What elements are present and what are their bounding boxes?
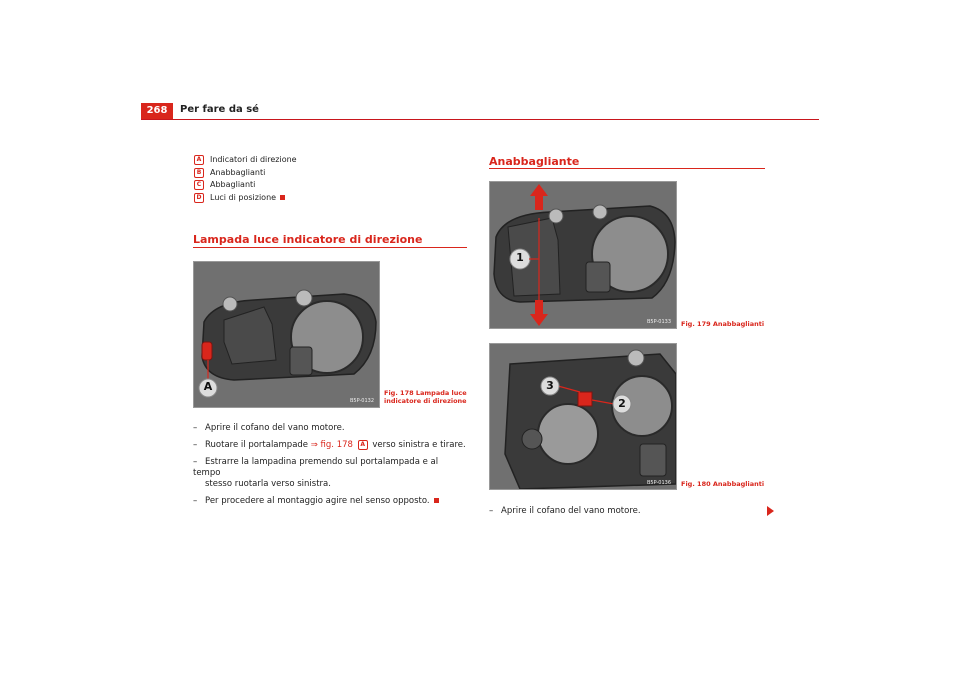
figure-179-caption: Fig. 179 Anabbaglianti: [681, 320, 765, 328]
step-text: Ruotare il portalampade: [205, 440, 311, 450]
figure-callout-3: 3: [546, 379, 554, 392]
step-text: verso sinistra e tirare.: [369, 440, 466, 450]
step-dash: –: [193, 440, 198, 450]
step-list-low-beam: [489, 506, 641, 517]
caption-line: indicatore di direzione: [384, 397, 467, 405]
step-item: [193, 496, 468, 507]
step-dash: –: [193, 496, 198, 506]
figure-178-headlight: [193, 261, 380, 408]
step-dash: –: [193, 423, 198, 433]
step-list-turn-signal: [193, 423, 468, 507]
page-number: 268: [141, 103, 173, 119]
figure-callout-1: 1: [516, 251, 524, 264]
legend-badge: B: [194, 168, 204, 178]
legend-badge: D: [194, 193, 204, 203]
legend-item: [194, 179, 297, 192]
figure-179-headlight: [489, 181, 677, 329]
step-item: [193, 423, 468, 434]
legend-text: Anabbaglianti: [210, 167, 266, 177]
figure-178-caption: [384, 389, 467, 405]
figure-callout-a: A: [203, 380, 213, 393]
step-item: [193, 440, 468, 451]
legend-badge: A: [194, 155, 204, 165]
legend-badge: C: [194, 180, 204, 190]
continue-arrow-icon[interactable]: [767, 506, 774, 516]
legend-item: [194, 192, 297, 205]
step-text: Per procedere al montaggio agire nel senso opposto.: [205, 496, 430, 506]
step-text: Aprire il cofano del vano motore.: [501, 506, 641, 516]
figure-reference-link[interactable]: ⇒ fig. 178: [310, 440, 353, 450]
figure-180-headlight: [489, 343, 677, 490]
step-text: Estrarre la lampadina premendo sul portalampada e al tempo: [193, 457, 439, 478]
header-rule: [141, 119, 819, 120]
headlight-illustration: [194, 262, 379, 407]
legend-item: [194, 154, 297, 167]
inline-badge: A: [358, 440, 368, 450]
section-rule: [489, 168, 765, 169]
step-item: [489, 506, 641, 517]
figure-180-caption: Fig. 180 Anabbaglianti: [681, 480, 765, 488]
section-rule: [193, 247, 467, 248]
step-item: [193, 457, 468, 490]
step-dash: –: [489, 506, 494, 516]
step-text: Aprire il cofano del vano motore.: [205, 423, 345, 433]
end-mark-icon: [434, 498, 439, 503]
headlight-illustration: [490, 344, 676, 489]
bulb-legend: [194, 154, 297, 204]
legend-text: Abbaglianti: [210, 180, 256, 189]
legend-item: [194, 167, 297, 180]
end-mark-icon: [280, 195, 285, 200]
figure-callout-2: 2: [618, 397, 626, 410]
section-title-turn-signal: Lampada luce indicatore di direzione: [193, 233, 423, 246]
figure-code: B5P-0136: [646, 480, 671, 486]
legend-text: Luci di posizione: [210, 192, 277, 202]
legend-text: Indicatori di direzione: [210, 155, 297, 164]
page-header-title: Per fare da sé: [180, 104, 259, 115]
figure-code: B5P-0132: [349, 398, 374, 404]
figure-code: B5P-0133: [646, 319, 671, 325]
step-dash: –: [193, 457, 198, 467]
section-title-low-beam: Anabbagliante: [489, 155, 580, 168]
caption-line: Fig. 178 Lampada luce: [384, 389, 467, 397]
step-text: stesso ruotarla verso sinistra.: [205, 479, 331, 489]
